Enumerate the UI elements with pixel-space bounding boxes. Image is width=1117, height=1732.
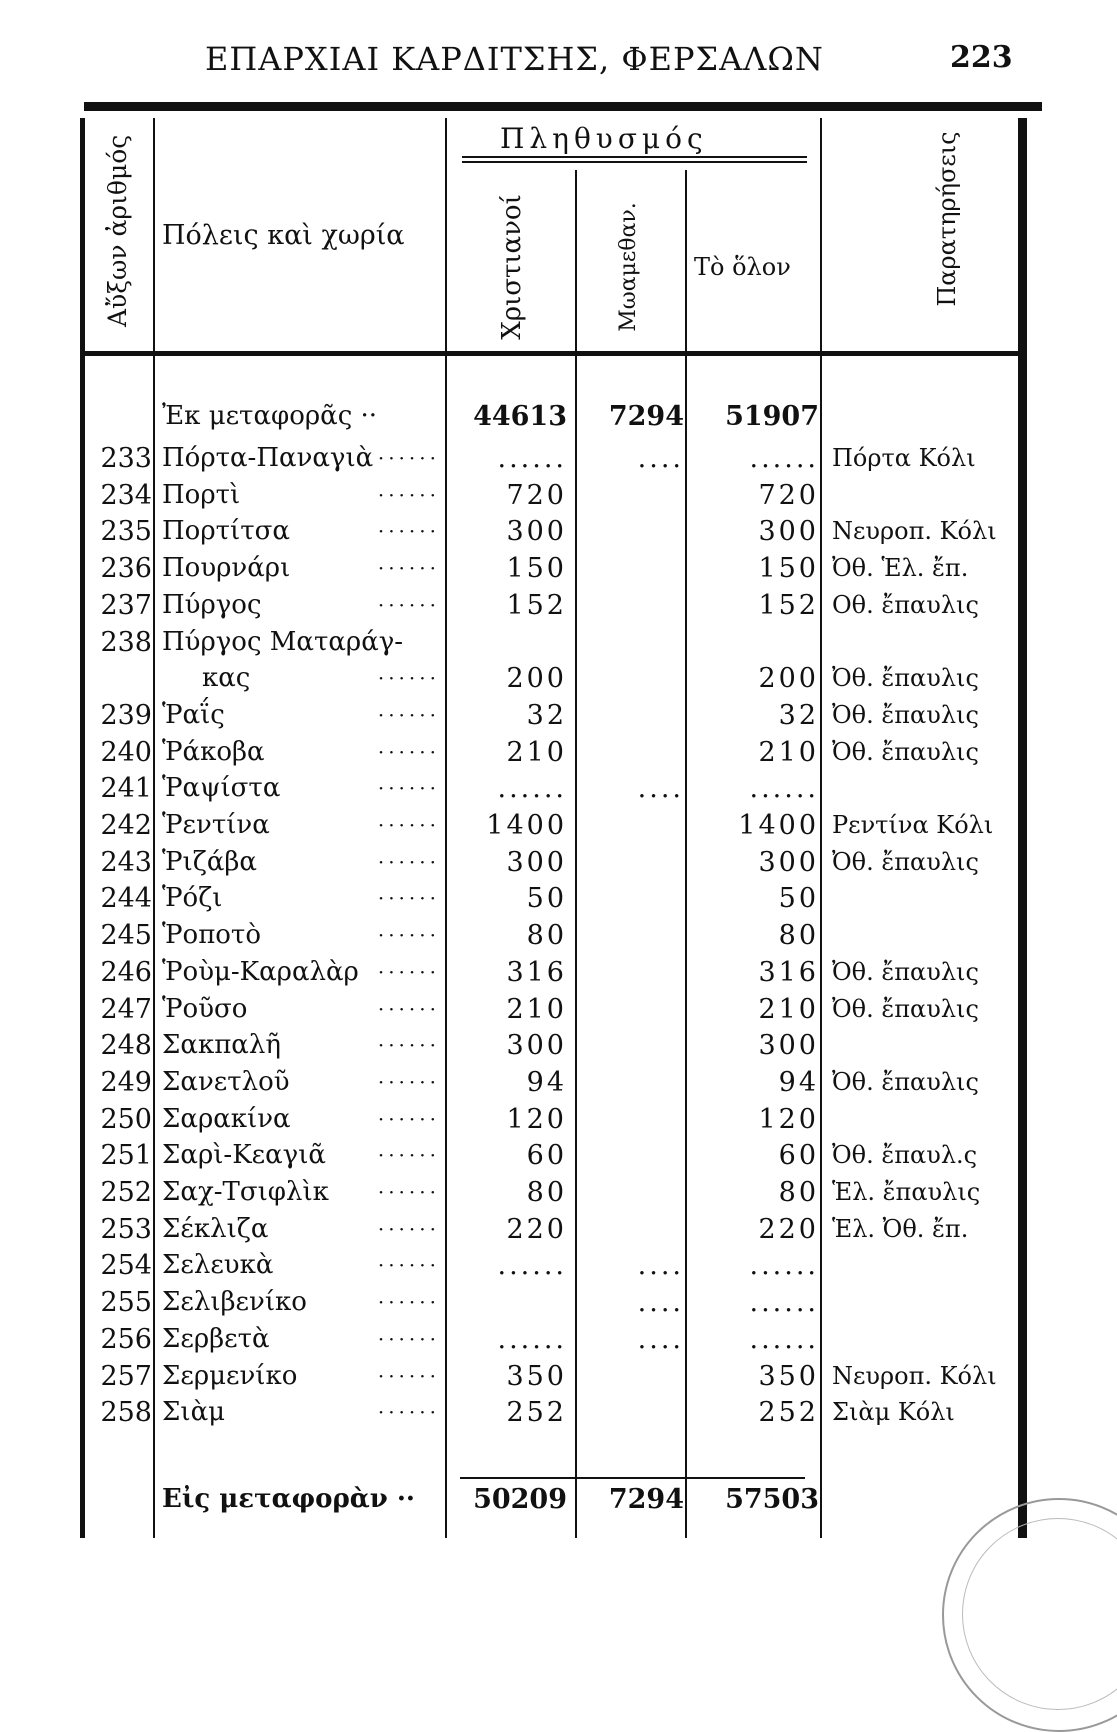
leader-dots: ······	[377, 739, 440, 764]
row-place: Σαχ-Τσιφλὶκ	[162, 1177, 329, 1207]
row-remarks: Ὀθ. ἔπαυλις	[832, 1067, 979, 1096]
row-christians: 50	[526, 883, 567, 915]
leader-dots: ······	[377, 776, 440, 801]
row-total: 60	[778, 1140, 819, 1172]
carried-label: Ἐκ μεταφορᾶς ··	[162, 401, 378, 431]
leader-dots: ······	[377, 1143, 440, 1168]
row-number: 251	[100, 1140, 152, 1172]
leader-dots: ······	[377, 1326, 440, 1351]
table-row	[0, 550, 1117, 587]
row-remarks: Ὀθ. ἔπαυλις	[832, 957, 979, 986]
row-place: κας	[202, 663, 251, 694]
row-number: 236	[100, 553, 152, 585]
row-number: 235	[100, 516, 152, 548]
row-number: 239	[100, 699, 152, 731]
leader-dots: ······	[377, 813, 440, 837]
row-place: Σερβετὰ	[162, 1323, 270, 1354]
carried-christians: 44613	[473, 401, 567, 432]
row-total: 220	[758, 1213, 819, 1245]
leader-dots: ······	[377, 959, 440, 984]
row-total: 200	[758, 663, 819, 695]
leader-dots: ······	[377, 923, 440, 948]
row-total: 252	[758, 1397, 819, 1429]
row-remarks: Ὀθ. ἔπαυλις	[832, 700, 979, 729]
table-row	[0, 1358, 1117, 1395]
row-remarks: Ὀθ. ἔπαυλις	[832, 847, 979, 876]
leader-dots: ······	[377, 1253, 440, 1278]
row-total: 316	[758, 956, 819, 988]
row-place: Σανετλοῦ	[162, 1066, 290, 1097]
row-place: Πύργος Ματαράγ-	[162, 626, 404, 657]
leader-dots: ······	[377, 849, 440, 874]
row-total: 720	[758, 479, 819, 511]
header-total: Τὸ ὅλον	[694, 253, 791, 281]
table-row	[0, 1027, 1117, 1064]
running-head	[0, 40, 1117, 90]
carried-total: 51907	[725, 401, 819, 432]
row-christians: 316	[506, 956, 567, 988]
leader-dots: ······	[377, 886, 440, 911]
page-number: 223	[950, 40, 1013, 75]
row-total: ......	[749, 1287, 819, 1319]
leader-dots: ······	[377, 1069, 440, 1094]
row-place: Πορτὶ	[162, 479, 241, 510]
population-underline-2	[462, 161, 807, 163]
row-christians: 150	[506, 553, 567, 585]
row-christians: 60	[526, 1140, 567, 1172]
leader-dots: ······	[377, 1290, 440, 1315]
table-row	[0, 1101, 1117, 1138]
population-underline-1	[462, 156, 807, 158]
header-number: Αὔξων ἀριθμός	[103, 134, 132, 327]
leader-dots: ······	[377, 482, 440, 507]
row-remarks: Ρεντίνα Κόλι	[832, 811, 994, 839]
row-total: ......	[749, 1323, 819, 1355]
row-remarks: Πόρτα Κόλι	[832, 444, 976, 472]
row-place: Σελευκὰ	[162, 1250, 274, 1281]
row-remarks: Ὀθ. ἔπαυλις	[832, 737, 979, 766]
leader-dots: ······	[377, 1400, 440, 1425]
row-total: 300	[758, 516, 819, 548]
table-row	[0, 1284, 1117, 1321]
row-remarks: Ἑλ. ἔπαυλις	[832, 1178, 981, 1206]
row-christians: 252	[506, 1397, 567, 1429]
table-row	[0, 917, 1117, 954]
forward-christians: 50209	[473, 1484, 567, 1515]
table-row	[0, 440, 1117, 477]
row-total: ......	[749, 1250, 819, 1282]
row-place: Ῥάκοβα	[162, 736, 265, 767]
row-christians: 80	[526, 920, 567, 952]
table-row	[0, 1211, 1117, 1248]
row-place: Σαρακίνα	[162, 1103, 291, 1134]
forward-label: Εἰς μεταφορὰν ··	[162, 1484, 415, 1514]
row-remarks: Νευροπ. Κόλι	[832, 517, 997, 546]
row-number: 258	[100, 1397, 152, 1429]
row-number: 255	[100, 1287, 152, 1319]
row-christians: ......	[497, 443, 567, 474]
header-muslims: Μωαμεθαν.	[616, 202, 641, 332]
row-remarks: Ὀθ. ἔπαυλ.ς	[832, 1141, 978, 1170]
table-row	[0, 954, 1117, 991]
table-row	[0, 477, 1117, 514]
row-remarks: Ἑλ. Ὀθ. ἔπ.	[832, 1214, 969, 1243]
row-number: 252	[100, 1177, 152, 1208]
row-place: Ῥοῦσο	[162, 993, 248, 1024]
leader-dots: ······	[377, 1216, 440, 1241]
row-christians: 210	[506, 736, 567, 768]
leader-dots: ······	[377, 702, 440, 727]
row-place: Ῥοποτὸ	[162, 920, 261, 951]
table-row	[0, 734, 1117, 771]
row-remarks: Σιὰμ Κόλι	[832, 1398, 955, 1427]
table-row	[0, 991, 1117, 1028]
row-christians: 200	[506, 663, 567, 695]
row-total: 210	[758, 736, 819, 768]
row-christians: 350	[506, 1360, 567, 1392]
leader-dots: ······	[377, 666, 440, 691]
row-number: 256	[100, 1323, 152, 1355]
row-total: 152	[758, 589, 819, 621]
row-number: 257	[100, 1360, 152, 1392]
table-row	[0, 1137, 1117, 1174]
table-row	[0, 513, 1117, 550]
row-christians: ......	[497, 1323, 567, 1355]
table-row	[0, 1174, 1117, 1211]
row-place: Σελιβενίκο	[162, 1287, 307, 1318]
leader-dots: ······	[377, 1033, 440, 1058]
row-christians: 220	[506, 1213, 567, 1245]
row-place: Ῥοὺμ-Καραλὰρ	[162, 956, 359, 987]
row-place: Ῥεντίνα	[162, 810, 270, 840]
forward-total: 57503	[725, 1484, 819, 1515]
header-christians: Χριστιανοί	[497, 194, 527, 340]
table-row	[0, 880, 1117, 917]
leader-dots: ······	[377, 519, 440, 544]
table-row	[0, 697, 1117, 734]
row-total: 80	[778, 920, 819, 952]
row-place: Σιὰμ	[162, 1397, 226, 1428]
row-total: 50	[778, 883, 819, 915]
row-remarks: Ὀθ. ἔπαυλις	[832, 994, 979, 1023]
row-total: ......	[749, 773, 819, 805]
page-title: ΕΠΑΡΧΙΑΙ ΚΑΡΔΙΤΣΗΣ, ΦΕΡΣΑΛΩΝ	[205, 40, 824, 78]
row-christians: ......	[497, 1250, 567, 1282]
row-number: 253	[100, 1213, 152, 1245]
table-row	[0, 624, 1117, 661]
leader-dots: ······	[377, 1106, 440, 1131]
row-total: 80	[778, 1177, 819, 1208]
leader-dots: ······	[377, 1363, 440, 1388]
table-row	[0, 807, 1117, 844]
row-place: Πύργος	[162, 589, 262, 620]
row-total: 350	[758, 1360, 819, 1392]
row-muslims: ....	[637, 773, 684, 805]
row-number: 246	[100, 956, 152, 988]
row-christians: 120	[506, 1103, 567, 1135]
row-christians: 300	[506, 846, 567, 878]
row-place: Ῥαΐς	[162, 699, 225, 730]
row-total: 32	[778, 699, 819, 731]
row-number: 248	[100, 1030, 152, 1062]
row-muslims: ....	[637, 1323, 684, 1355]
row-number: 234	[100, 479, 152, 511]
table-row	[0, 1321, 1117, 1358]
row-number: 242	[100, 810, 152, 841]
forward-row	[0, 1481, 1117, 1518]
row-number: 233	[100, 443, 152, 474]
row-total: 120	[758, 1103, 819, 1135]
row-christians: 720	[506, 479, 567, 511]
row-place: Ῥαψίστα	[162, 773, 281, 804]
row-total: 210	[758, 993, 819, 1025]
row-number: 243	[100, 846, 152, 878]
table-row	[0, 1394, 1117, 1431]
row-place: Σέκλιζα	[162, 1213, 269, 1244]
sum-rule	[460, 1477, 805, 1479]
row-place: Πόρτα-Παναγιὰ	[162, 443, 374, 473]
row-number: 237	[100, 589, 152, 621]
row-number: 238	[100, 626, 152, 658]
carried-muslims: 7294	[608, 401, 684, 432]
row-total: 94	[778, 1066, 819, 1098]
table-row	[0, 1064, 1117, 1101]
header-place: Πόλεις καὶ χωρία	[162, 220, 405, 251]
row-muslims: ....	[637, 1250, 684, 1282]
row-place: Σερμενίκο	[162, 1360, 298, 1391]
row-christians: 210	[506, 993, 567, 1025]
row-place: Σακπαλῆ	[162, 1030, 281, 1061]
leader-dots: ······	[377, 592, 440, 617]
row-muslims: ....	[637, 1287, 684, 1319]
carried-row	[0, 398, 1117, 435]
row-number: 241	[100, 773, 152, 805]
leader-dots: ······	[377, 446, 440, 470]
row-remarks: Νευροπ. Κόλι	[832, 1361, 997, 1390]
header-bottom-rule	[84, 351, 1024, 356]
table-row	[0, 844, 1117, 881]
row-number: 240	[100, 736, 152, 768]
row-christians: 32	[526, 699, 567, 731]
row-number: 249	[100, 1066, 152, 1098]
row-total: 1400	[738, 810, 819, 841]
table-row	[0, 660, 1117, 697]
leader-dots: ······	[377, 556, 440, 581]
row-remarks: Ὀθ. Ἑλ. ἔπ.	[832, 554, 969, 583]
row-remarks: Ὀθ. ἔπαυλις	[832, 664, 979, 693]
row-total: 300	[758, 1030, 819, 1062]
row-number: 254	[100, 1250, 152, 1282]
row-place: Ῥόζι	[162, 883, 223, 914]
row-christians: 152	[506, 589, 567, 621]
row-christians: ......	[497, 773, 567, 805]
row-christians: 300	[506, 1030, 567, 1062]
header-population: Πληθυσμός	[500, 122, 708, 155]
table-row	[0, 587, 1117, 624]
table-row	[0, 770, 1117, 807]
row-number: 245	[100, 920, 152, 952]
row-muslims: ....	[637, 443, 684, 474]
top-rule	[84, 102, 1042, 111]
row-total: 150	[758, 553, 819, 585]
row-number: 244	[100, 883, 152, 915]
header-remarks: Παρατηρήσεις	[933, 131, 961, 307]
row-christians: 94	[526, 1066, 567, 1098]
row-number: 247	[100, 993, 152, 1025]
row-christians: 300	[506, 516, 567, 548]
row-remarks: Οθ. ἔπαυλις	[832, 590, 979, 619]
row-total: ......	[749, 443, 819, 474]
row-christians: 1400	[486, 810, 567, 841]
row-place: Σαρὶ-Κεαγιᾶ	[162, 1140, 326, 1171]
row-total: 300	[758, 846, 819, 878]
leader-dots: ······	[377, 1180, 440, 1204]
row-place: Ῥιζάβα	[162, 846, 257, 877]
forward-muslims: 7294	[608, 1484, 684, 1515]
leader-dots: ······	[377, 996, 440, 1021]
row-place: Πουρνάρι	[162, 553, 291, 584]
row-christians: 80	[526, 1177, 567, 1208]
row-place: Πορτίτσα	[162, 516, 290, 547]
table-row	[0, 1247, 1117, 1284]
row-number: 250	[100, 1103, 152, 1135]
